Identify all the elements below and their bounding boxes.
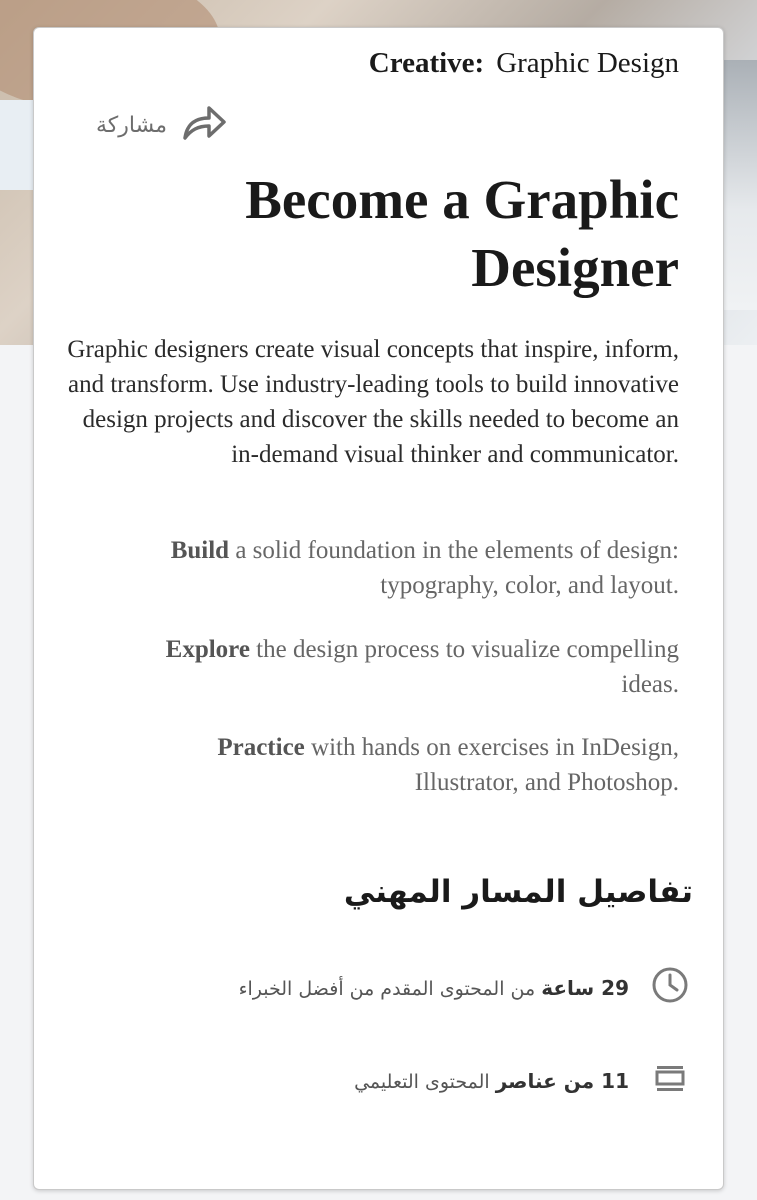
detail-items-text — [354, 1069, 629, 1093]
detail-items-rest: المحتوى التعليمي — [354, 1070, 496, 1093]
page-title: Become a Graphic Designer — [245, 169, 679, 298]
category-value: Graphic Design — [496, 47, 679, 79]
highlight-bold: Build — [170, 537, 230, 564]
detail-hours-rest: من المحتوى المقدم من أفضل الخبراء — [238, 977, 542, 1000]
highlight-text: a solid foundation in the elements of design: typography, color, and layout. — [229, 537, 679, 599]
share-button[interactable] — [96, 102, 227, 148]
highlight-bold: Explore — [165, 636, 250, 663]
share-label: مشاركة — [96, 112, 168, 138]
category-line — [369, 47, 679, 80]
course-card — [33, 27, 724, 1190]
course-description: Graphic designers create visual concepts that inspire, inform, and transform. Use industry-leading tools to build innovative design projects and discover the skills needed to become an in-demand visual thinker and communicator. — [67, 336, 679, 468]
highlight-explore — [119, 632, 679, 702]
career-details-heading: تفاصيل المسار المهني — [343, 874, 693, 910]
highlight-build — [119, 533, 679, 603]
highlight-practice — [119, 730, 679, 800]
highlight-bold: Practice — [217, 734, 305, 761]
highlight-text: with hands on exercises in InDesign, Illustrator, and Photoshop. — [304, 734, 679, 796]
clock-icon — [651, 966, 689, 1009]
highlight-text: the design process to visualize compelling ideas. — [249, 636, 679, 698]
category-label: Creative: — [368, 47, 485, 79]
detail-items-bold: 11 من عناصر — [495, 1068, 629, 1093]
detail-hours-text — [239, 976, 629, 1000]
content-items-icon — [651, 1059, 689, 1102]
share-icon — [181, 102, 227, 148]
detail-hours-bold: 29 ساعة — [541, 975, 629, 1000]
detail-hours — [239, 966, 689, 1009]
detail-items — [354, 1059, 689, 1102]
